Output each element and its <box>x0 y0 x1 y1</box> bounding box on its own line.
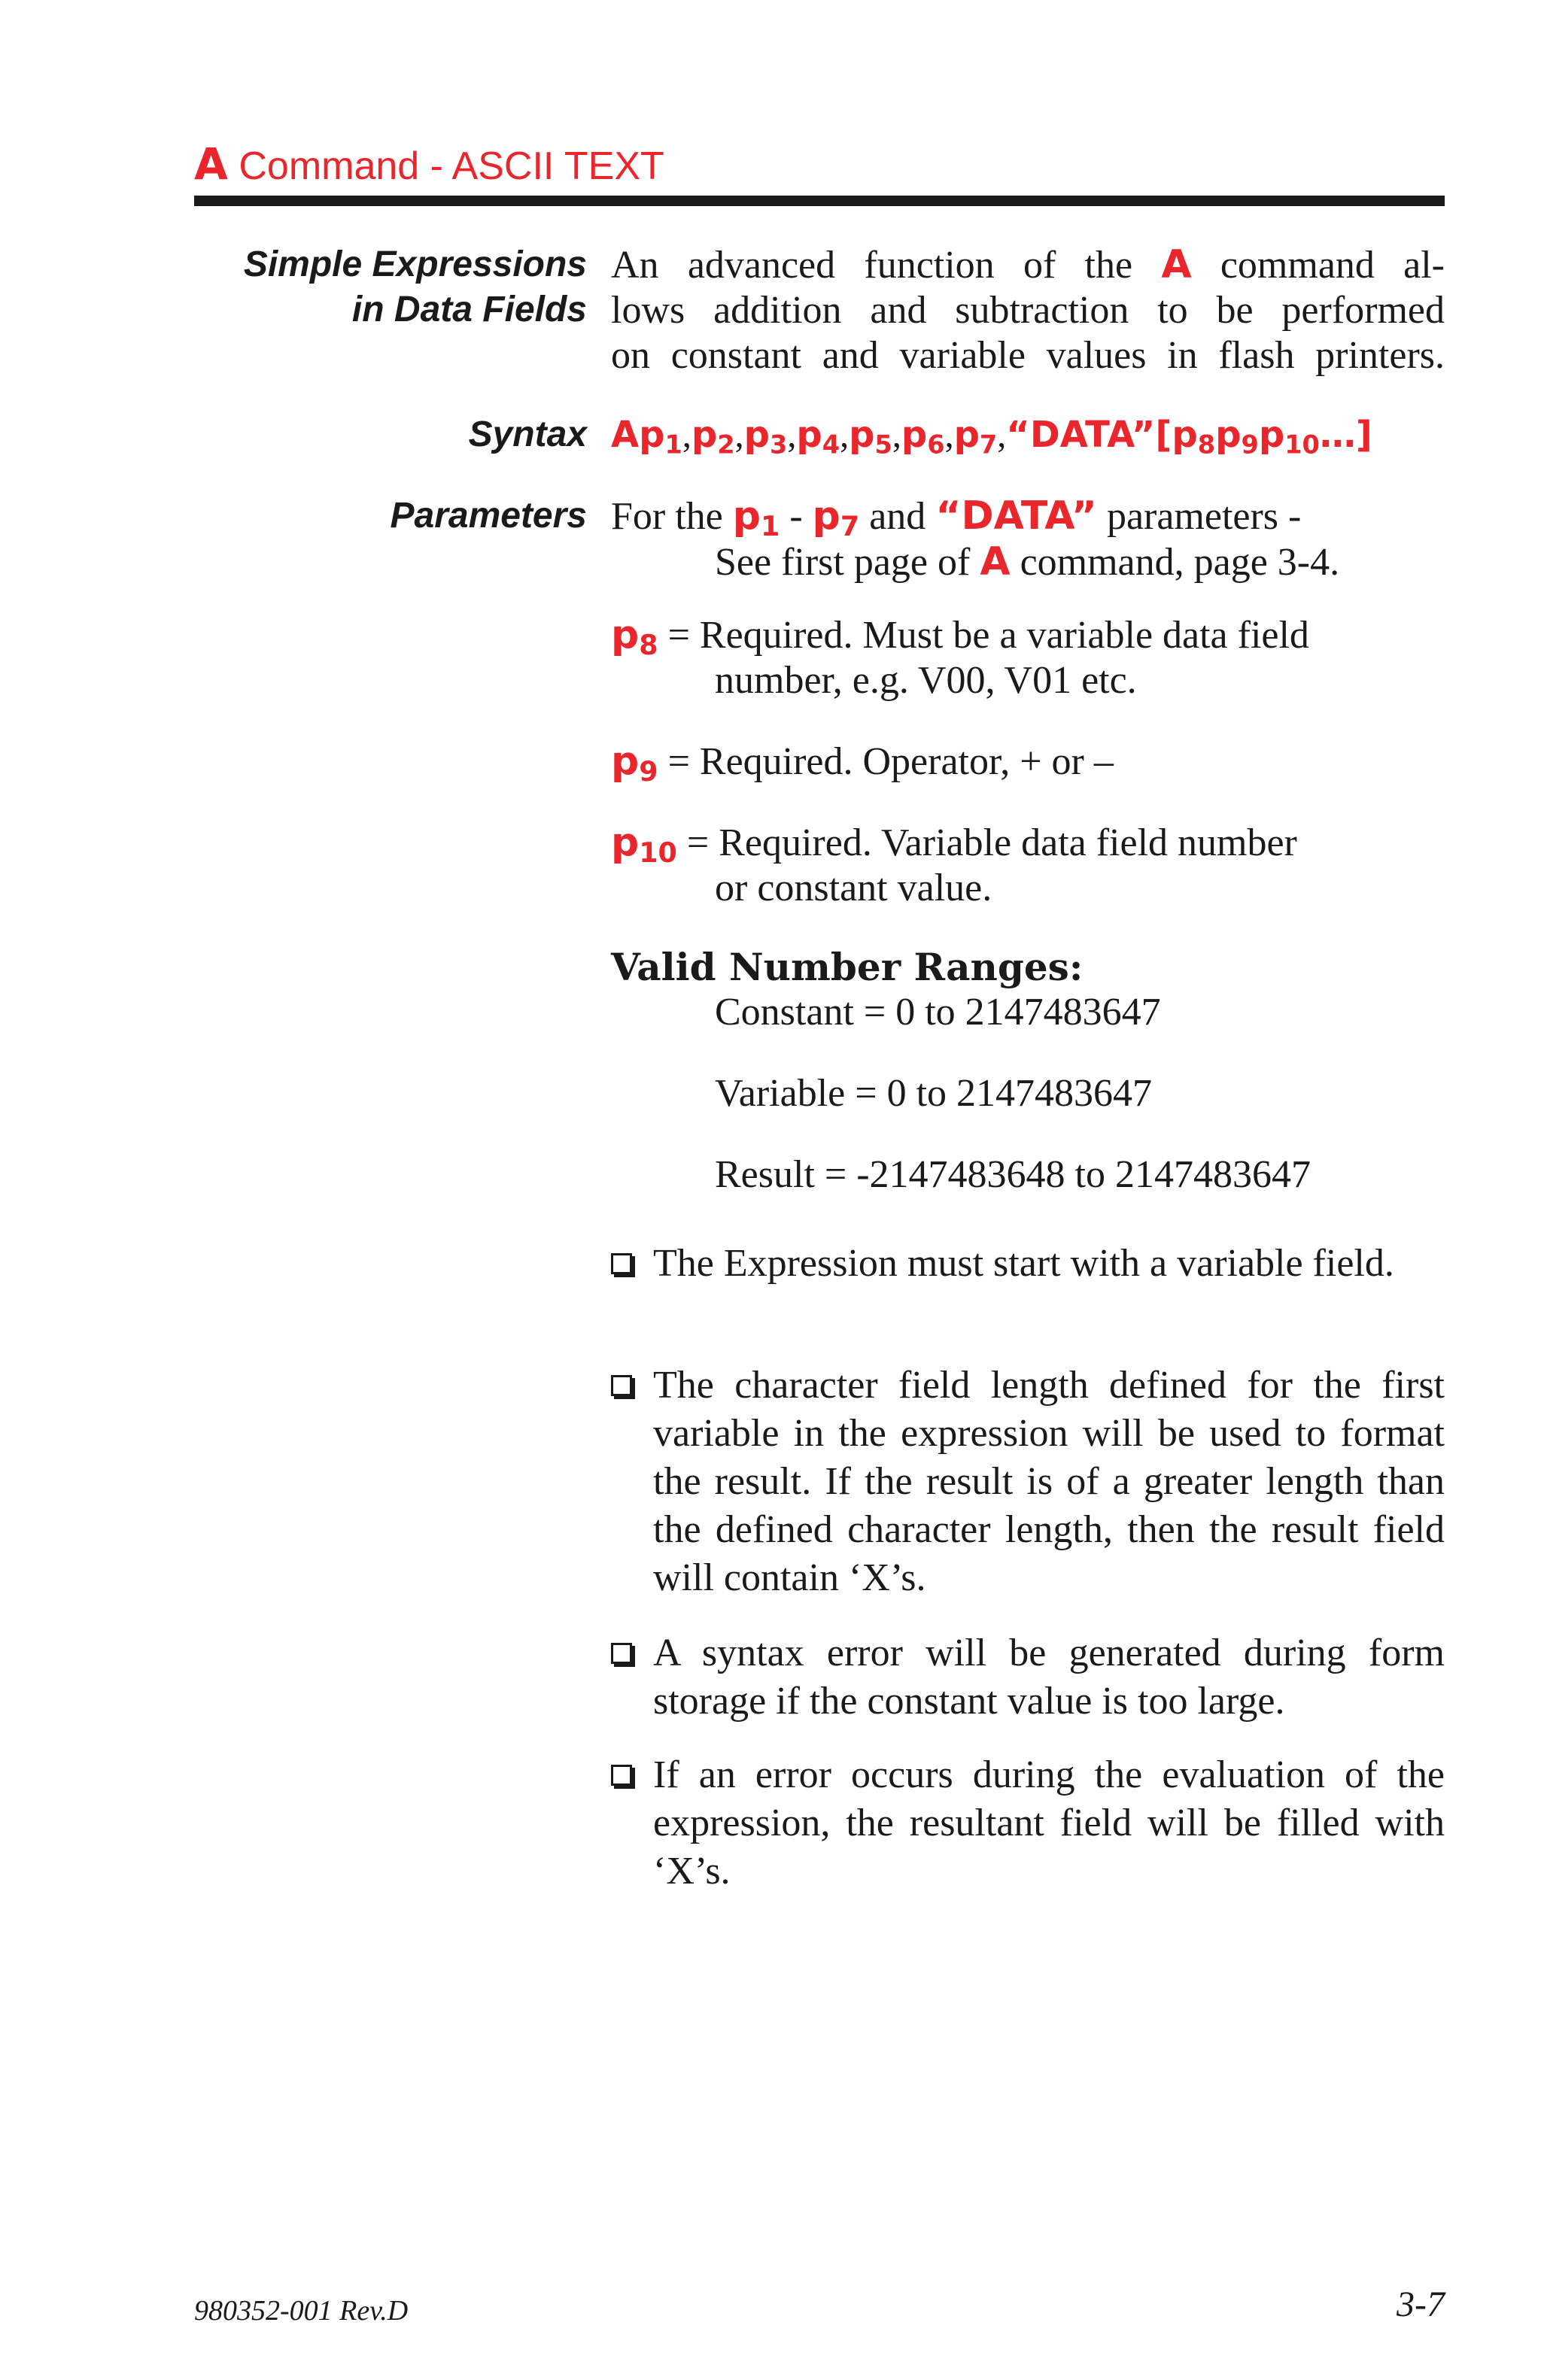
checkbox-bullet-icon <box>611 1643 632 1664</box>
range-variable: Variable = 0 to 2147483647 <box>715 1072 1153 1115</box>
checkbox-bullet-icon <box>611 1375 632 1396</box>
side-label-syntax: Syntax <box>468 414 587 454</box>
page-header <box>194 140 1445 190</box>
param-p8: $p_8$ = Required. Must be a variable data field number, e.g. V00, V01 etc. <box>611 612 1309 702</box>
valid-ranges-heading: Valid Number Ranges: <box>611 945 1084 989</box>
list-item: If an error occurs during the evaluation of the expression, the resultant field will be filled with ‘X’s. <box>611 1751 1445 1896</box>
checkbox-bullet-icon <box>611 1765 632 1786</box>
list-item: The character field length defined for the first variable in the expression will be used to format the result. If the result is of a greater length than the defined character length, then the result field will contain ‘X’s. <box>611 1362 1445 1602</box>
command-letter: A <box>194 138 228 190</box>
list-item: The Expression must start with a variable field. <box>611 1240 1445 1288</box>
simple-expressions-text: An advanced function of the A command al- lows addition and subtraction to be performed on constant and variable values in flash printers. <box>611 242 1445 377</box>
header-rule <box>194 196 1445 206</box>
checkbox-bullet-icon <box>611 1253 632 1274</box>
valid-number-ranges <box>611 945 1445 1198</box>
range-constant: Constant = 0 to 2147483647 <box>715 991 1161 1034</box>
syntax-line: $Ap_1,p_2,p_3,p_4,p_5,p_6,p_7,“DATA”[p_8p_9p_{10}\dots]$ <box>611 414 1372 460</box>
range-result: Result = -2147483648 to 2147483647 <box>715 1153 1311 1196</box>
doc-number: 980352-001 Rev.D <box>194 2295 409 2327</box>
header-title: Command - ASCII TEXT <box>239 144 664 188</box>
side-label-parameters: Parameters <box>390 496 587 536</box>
param-p9: $p_9$ = Required. Operator, + or – <box>611 739 1114 788</box>
page-number: 3-7 <box>1397 2284 1445 2324</box>
parameters-intro: For the $p_1 - p_7$ and “DATA” parameters - See first page of A command, page 3-4. <box>611 493 1340 584</box>
side-label-simple-expressions: Simple Expressions in Data Fields <box>243 244 587 329</box>
list-item: A syntax error will be generated during form storage if the constant value is too large. <box>611 1629 1445 1726</box>
param-p10: $p_{10}$ = Required. Variable data field number or constant value. <box>611 820 1297 909</box>
